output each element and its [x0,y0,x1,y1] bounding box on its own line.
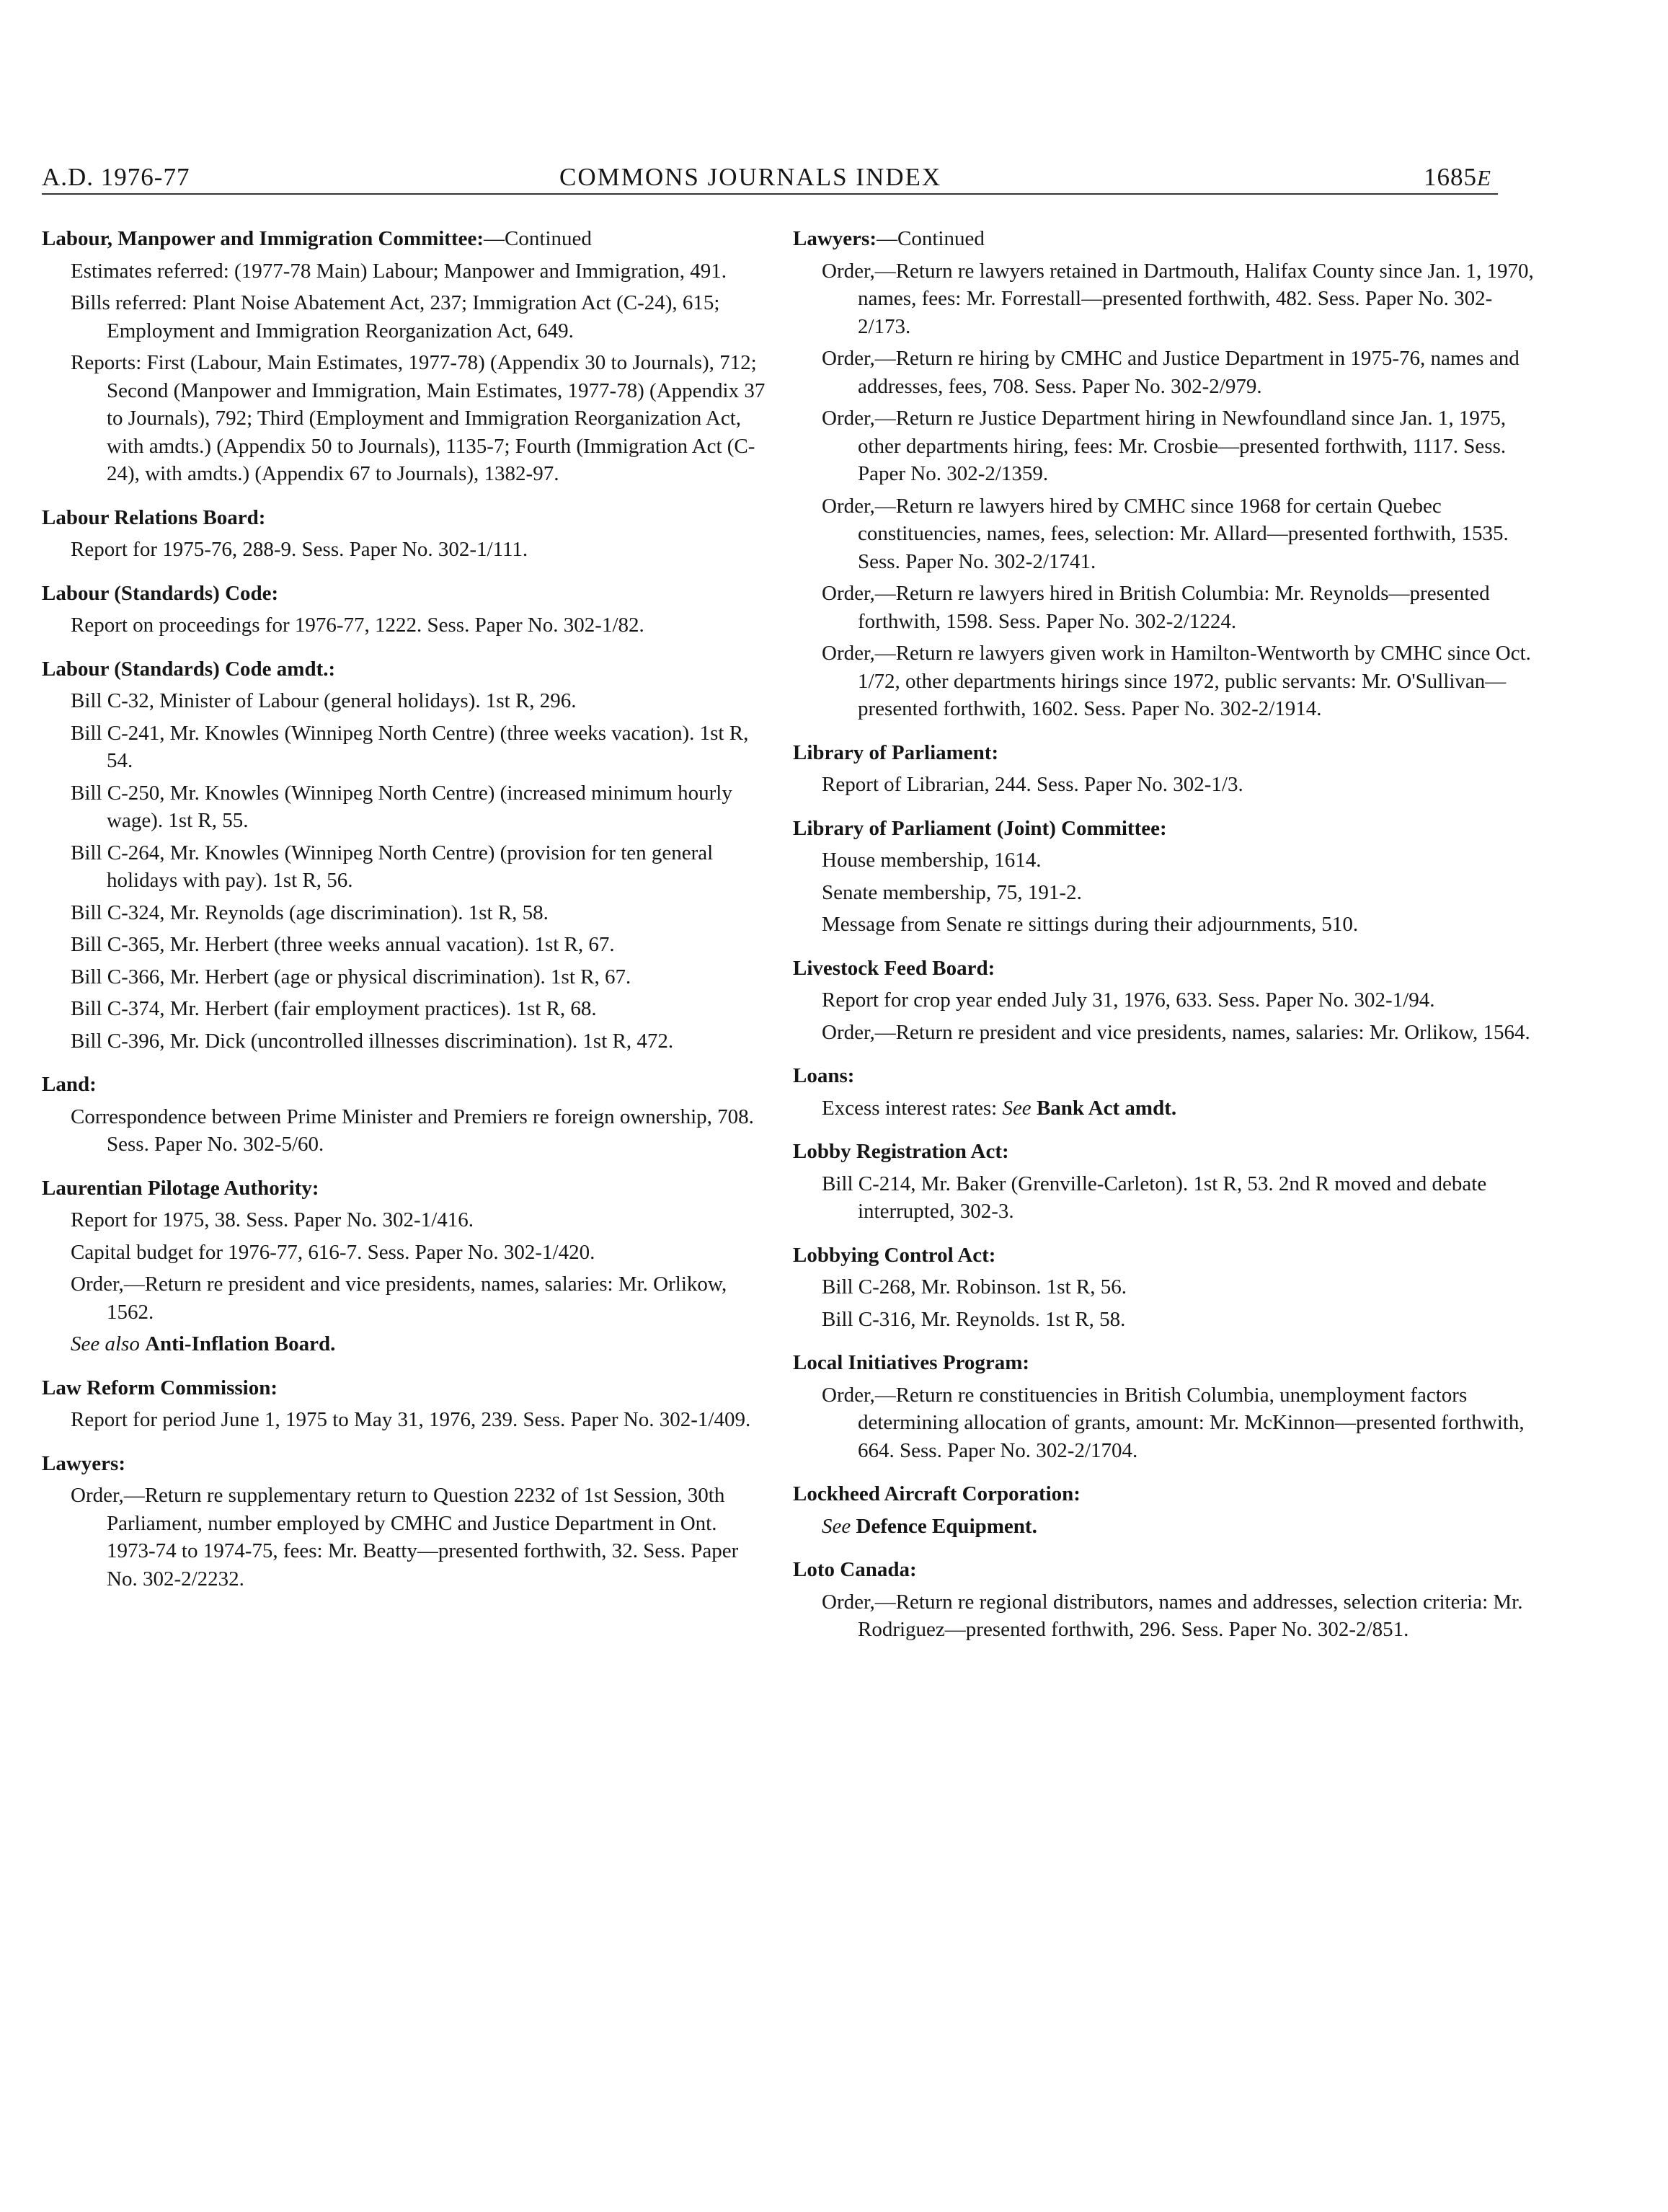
index-entry [42,504,770,564]
index-entry [793,1242,1535,1334]
index-entry [793,955,1535,1047]
index-entry [42,1450,770,1593]
entry-heading [793,955,1535,983]
entry-heading-text: Labour Relations Board: [42,505,266,529]
right-column [793,225,1535,1660]
entry-subitem: Order,—Return re supplementary return to Question 2232 of 1st Session, 30th Parliament, number employed by CMHC and Justice Department in Ont. 1973-74 to 1974-75, fees: Mr. Beatty—presented forthwith, 32. Sess. Paper No. 302-2/2232. [71,1484,739,1591]
see-reference-target: Anti-Inflation Board. [145,1332,336,1355]
entry-heading-text: Lobby Registration Act: [793,1140,1009,1163]
entry-heading-text: Library of Parliament: [793,740,999,764]
page-number-suffix: E [1477,165,1491,190]
entry-heading [42,1174,770,1203]
index-entry [793,1556,1535,1644]
entry-subitem: Report for period June 1, 1975 to May 31, 1976, 239. Sess. Paper No. 302-1/409. [71,1408,751,1431]
entry-subitem: Reports: First (Labour, Main Estimates, 1977-78) (Appendix 30 to Journals), 712; Second (Manpower and Immigration, Main Estimates, 1977-78) (Appendix 37 to Journals), 792; Third (Employment and Immigration Reorganization Act, with amdts.) (Appendix 50 to Journals), 1135-7; Fourth (Immigration Act (C-24), with amdts.) (Appendix 67 to Journals), 1382-97. [71,351,766,485]
page-number-value: 1685 [1424,163,1477,191]
entry-heading-text: Loto Canada: [793,1558,917,1581]
see-prefix: Excess interest rates: [822,1096,998,1120]
entry-heading [42,580,770,608]
entry-heading-text: Lawyers: [42,1451,125,1475]
index-entry [793,1480,1535,1540]
index-entry [793,1062,1535,1122]
entry-subitem: Report for crop year ended July 31, 1976, 633. Sess. Paper No. 302-1/94. [822,988,1435,1012]
entry-heading [793,1556,1535,1584]
entry-subitem: Bill C-316, Mr. Reynolds. 1st R, 58. [822,1307,1126,1331]
entry-subitem: Senate membership, 75, 191-2. [822,880,1082,904]
see-reference-target: Bank Act amdt. [1036,1096,1177,1120]
entry-heading-text: Library of Parliament (Joint) Committee: [793,816,1167,840]
entry-heading [42,655,770,683]
entry-subitem: Order,—Return re president and vice presidents, names, salaries: Mr. Orlikow, 1562. [71,1273,727,1324]
index-entry [793,815,1535,939]
entry-heading [793,1242,1535,1270]
entry-subitem: Capital budget for 1976-77, 616-7. Sess. Paper No. 302-1/420. [71,1240,595,1264]
entry-subitem: Message from Senate re sittings during their adjournments, 510. [822,913,1359,936]
entry-subitem: Correspondence between Prime Minister and Premiers re foreign ownership, 708. Sess. Paper No. 302-5/60. [71,1105,754,1156]
see-reference-label: See [822,1514,851,1538]
entry-subitem: Order,—Return re lawyers given work in Hamilton-Wentworth by CMHC since Oct. 1/72, other departments hirings since 1972, public servants: Mr. O'Sullivan—presented forthwith, 1602. Sess. Paper No. 302-2/1914. [822,642,1531,720]
see-reference-label: See also [71,1332,140,1355]
entry-heading [42,225,770,253]
entry-subitem: Bill C-32, Minister of Labour (general holidays). 1st R, 296. [71,689,577,712]
entry-subitem: Bill C-396, Mr. Dick (uncontrolled illnesses discrimination). 1st R, 472. [71,1029,674,1053]
entry-heading-continued: —Continued [484,227,592,250]
entry-subitem: Report on proceedings for 1976-77, 1222. Sess. Paper No. 302-1/82. [71,614,644,637]
entry-heading [793,1138,1535,1166]
entry-heading-text: Labour, Manpower and Immigration Committee: [42,227,484,250]
entry-heading [793,815,1535,843]
left-column [42,225,770,1609]
entry-subitem: Bills referred: Plant Noise Abatement Act, 237; Immigration Act (C-24), 615; Employment and Immigration Reorganization Act, 649. [71,291,720,342]
entry-subitem: Bill C-268, Mr. Robinson. 1st R, 56. [822,1275,1127,1299]
entry-subitem: Report for 1975, 38. Sess. Paper No. 302-1/416. [71,1208,474,1231]
entry-subitem: House membership, 1614. [822,849,1042,872]
entry-subitem: Bill C-264, Mr. Knowles (Winnipeg North Centre) (provision for ten general holidays with pay). 1st R, 56. [71,841,714,892]
entry-heading-text: Land: [42,1073,97,1096]
entry-heading [42,1374,770,1402]
entry-heading [42,504,770,532]
entry-heading-text: Labour (Standards) Code amdt.: [42,657,336,681]
entry-subitem: Bill C-365, Mr. Herbert (three weeks annual vacation). 1st R, 67. [71,933,615,956]
entry-subitem: Order,—Return re hiring by CMHC and Justice Department in 1975-76, names and addresses, fees, 708. Sess. Paper No. 302-2/979. [822,347,1520,398]
entry-subitem: Order,—Return re Justice Department hiring in Newfoundland since Jan. 1, 1975, other departments hiring, fees: Mr. Crosbie—presented forthwith, 1117. Sess. Paper No. 302-2/1359. [822,407,1507,485]
index-entry [42,1374,770,1434]
entry-heading [793,1062,1535,1090]
entry-subitem: Bill C-324, Mr. Reynolds (age discrimination). 1st R, 58. [71,901,549,924]
entry-subitem [793,1513,1535,1541]
entry-heading-text: Lobbying Control Act: [793,1243,996,1267]
index-entry [793,225,1535,723]
see-reference-label: See [1002,1096,1032,1120]
index-entry [793,739,1535,799]
entry-heading-text: Lawyers: [793,227,877,250]
index-entry [42,1071,770,1159]
entry-subitem: Estimates referred: (1977-78 Main) Labour; Manpower and Immigration, 491. [71,259,727,283]
entry-subitem: Order,—Return re president and vice presidents, names, salaries: Mr. Orlikow, 1564. [822,1020,1530,1044]
entry-heading-continued: —Continued [876,227,985,250]
entry-subitem: Bill C-214, Mr. Baker (Grenville-Carleton). 1st R, 53. 2nd R moved and debate interrupted, 302-3. [822,1172,1487,1223]
index-entry [793,1349,1535,1464]
running-head-title: COMMONS JOURNALS INDEX [559,163,942,191]
entry-heading [793,225,1535,253]
entry-heading [42,1450,770,1478]
entry-subitem: Bill C-366, Mr. Herbert (age or physical discrimination). 1st R, 67. [71,965,631,988]
index-entry [42,225,770,488]
entry-subitem: Bill C-241, Mr. Knowles (Winnipeg North Centre) (three weeks vacation). 1st R, 54. [71,721,749,772]
entry-subitem: Report for 1975-76, 288-9. Sess. Paper No. 302-1/111. [71,538,528,561]
entry-heading-text: Local Initiatives Program: [793,1351,1030,1374]
entry-heading [793,1349,1535,1377]
entry-subitem: Order,—Return re lawyers retained in Dartmouth, Halifax County since Jan. 1, 1970, names, fees: Mr. Forrestall—presented forthwith, 482. Sess. Paper No. 302-2/173. [822,259,1534,338]
entry-heading [793,739,1535,767]
index-entry [793,1138,1535,1226]
entry-heading [793,1480,1535,1508]
entry-heading-text: Loans: [793,1064,855,1087]
entry-heading-text: Livestock Feed Board: [793,956,995,980]
header-rule [42,193,1498,195]
entry-heading-text: Labour (Standards) Code: [42,581,279,605]
entry-subitem: Bill C-374, Mr. Herbert (fair employment practices). 1st R, 68. [71,997,597,1020]
index-entry [42,580,770,640]
entry-heading-text: Law Reform Commission: [42,1376,278,1399]
page-number [1424,163,1491,192]
entry-subitem: Order,—Return re constituencies in British Columbia, unemployment factors determining allocation of grants, amount: Mr. McKinnon—presented forthwith, 664. Sess. Paper No. 302-2/1704. [822,1383,1525,1462]
running-head-year: A.D. 1976-77 [42,163,190,191]
entry-heading-text: Lockheed Aircraft Corporation: [793,1482,1081,1505]
entry-subitem [42,1330,770,1358]
entry-subitem: Order,—Return re lawyers hired by CMHC since 1968 for certain Quebec constituencies, names, fees, selection: Mr. Allard—presented forthwith, 1535. Sess. Paper No. 302-2/1741. [822,494,1509,573]
entry-subitem: Report of Librarian, 244. Sess. Paper No. 302-1/3. [822,773,1243,796]
entry-heading [42,1071,770,1099]
see-reference-target: Defence Equipment. [856,1514,1037,1538]
index-entry [42,655,770,1056]
entry-subitem: Order,—Return re regional distributors, names and addresses, selection criteria: Mr. Rodriguez—presented forthwith, 296. Sess. Paper No. 302-2/851. [822,1590,1523,1641]
index-entry [42,1174,770,1358]
entry-subitem: Bill C-250, Mr. Knowles (Winnipeg North Centre) (increased minimum hourly wage). 1st R, 55. [71,781,732,832]
entry-subitem [793,1094,1535,1123]
entry-heading-text: Laurentian Pilotage Authority: [42,1176,319,1200]
entry-subitem: Order,—Return re lawyers hired in British Columbia: Mr. Reynolds—presented forthwith, 1598. Sess. Paper No. 302-2/1224. [822,582,1490,633]
